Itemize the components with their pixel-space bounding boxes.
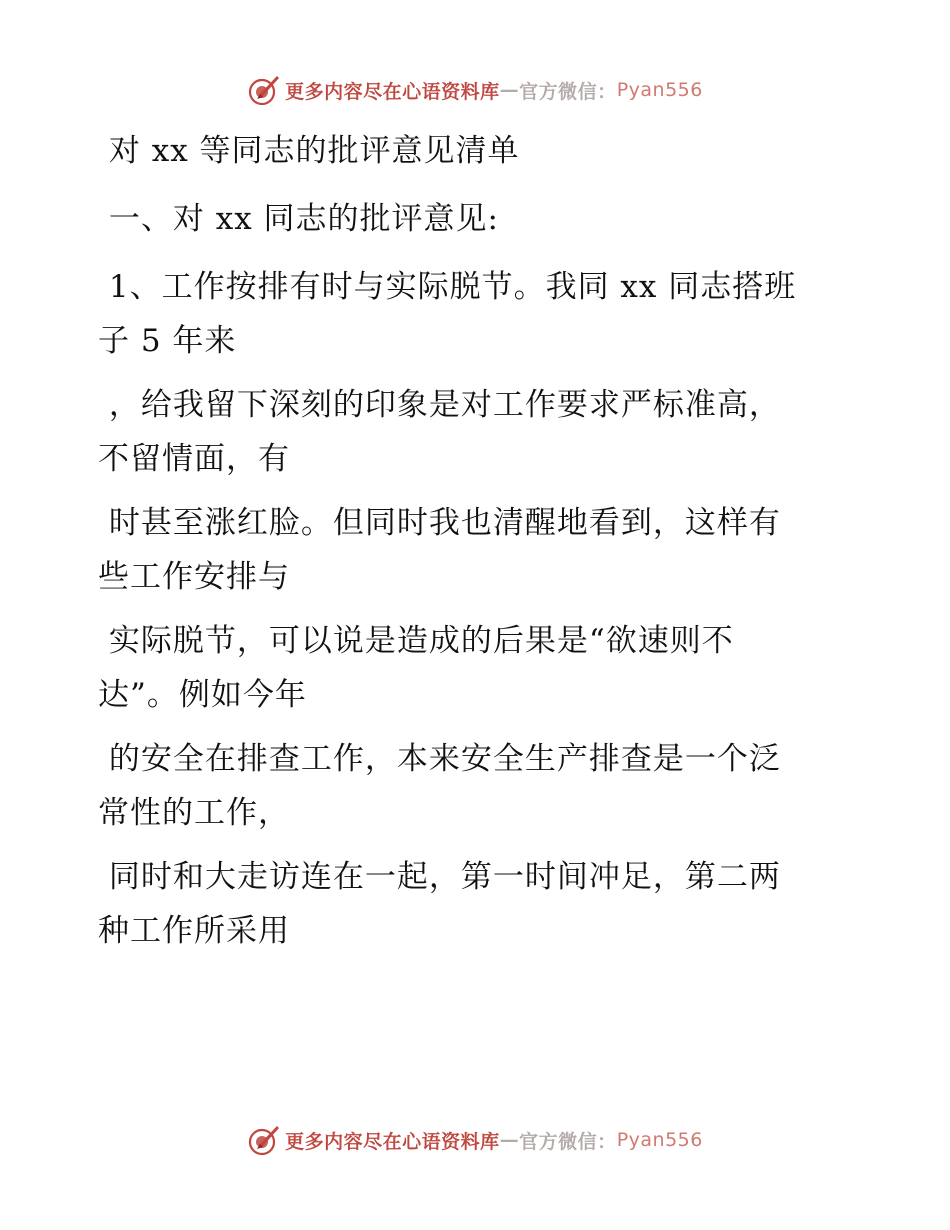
header-watermark-dash: — xyxy=(499,79,520,101)
paragraph xyxy=(98,496,838,604)
footer-watermark-text: 更多内容尽在心语资料库 xyxy=(285,1130,500,1153)
paragraph-line: 种工作所采用 xyxy=(98,913,290,949)
header-wechat-id: Pyan556 xyxy=(616,79,703,101)
paragraph xyxy=(98,378,838,486)
header-watermark xyxy=(0,70,950,110)
quill-logo-icon xyxy=(247,1123,281,1157)
paragraph-line: 些工作安排与 xyxy=(98,559,290,595)
paragraph-line: ，给我留下深刻的印象是对工作要求严标准高， xyxy=(98,387,781,423)
header-wechat-label: 官方微信： xyxy=(519,80,617,103)
section-heading: 一、对 xx 同志的批评意见: xyxy=(98,201,499,237)
paragraph-line: 时甚至涨红脸。但同时我也清醒地看到，这样有 xyxy=(98,505,781,541)
paragraph xyxy=(98,850,838,958)
quill-logo-icon xyxy=(247,73,281,107)
paragraph-line: 1、工作按排有时与实际脱节。我同 xx 同志搭班 xyxy=(98,269,797,305)
document-title: 对 xx 等同志的批评意见清单 xyxy=(98,133,520,169)
paragraph xyxy=(98,260,838,368)
footer-watermark-dash: — xyxy=(499,1129,520,1151)
paragraph-line: 达”。例如今年 xyxy=(98,677,307,713)
paragraph-line: 子 5 年来 xyxy=(98,323,237,359)
paragraph-line: 同时和大走访连在一起，第一时间冲足，第二两 xyxy=(98,859,781,895)
paragraph xyxy=(98,732,838,840)
paragraph-line: 常性的工作， xyxy=(98,795,290,831)
footer-wechat-id: Pyan556 xyxy=(616,1129,703,1151)
footer-watermark xyxy=(0,1120,950,1160)
header-watermark-text: 更多内容尽在心语资料库 xyxy=(285,80,500,103)
paragraph-line: 的安全在排查工作，本来安全生产排查是一个泛 xyxy=(98,741,781,777)
paragraph-line: 实际脱节，可以说是造成的后果是“欲速则不 xyxy=(98,623,734,659)
paragraph xyxy=(98,614,838,722)
paragraph-line: 不留情面，有 xyxy=(98,441,290,477)
document-body xyxy=(98,124,838,968)
footer-wechat-label: 官方微信： xyxy=(519,1130,617,1153)
